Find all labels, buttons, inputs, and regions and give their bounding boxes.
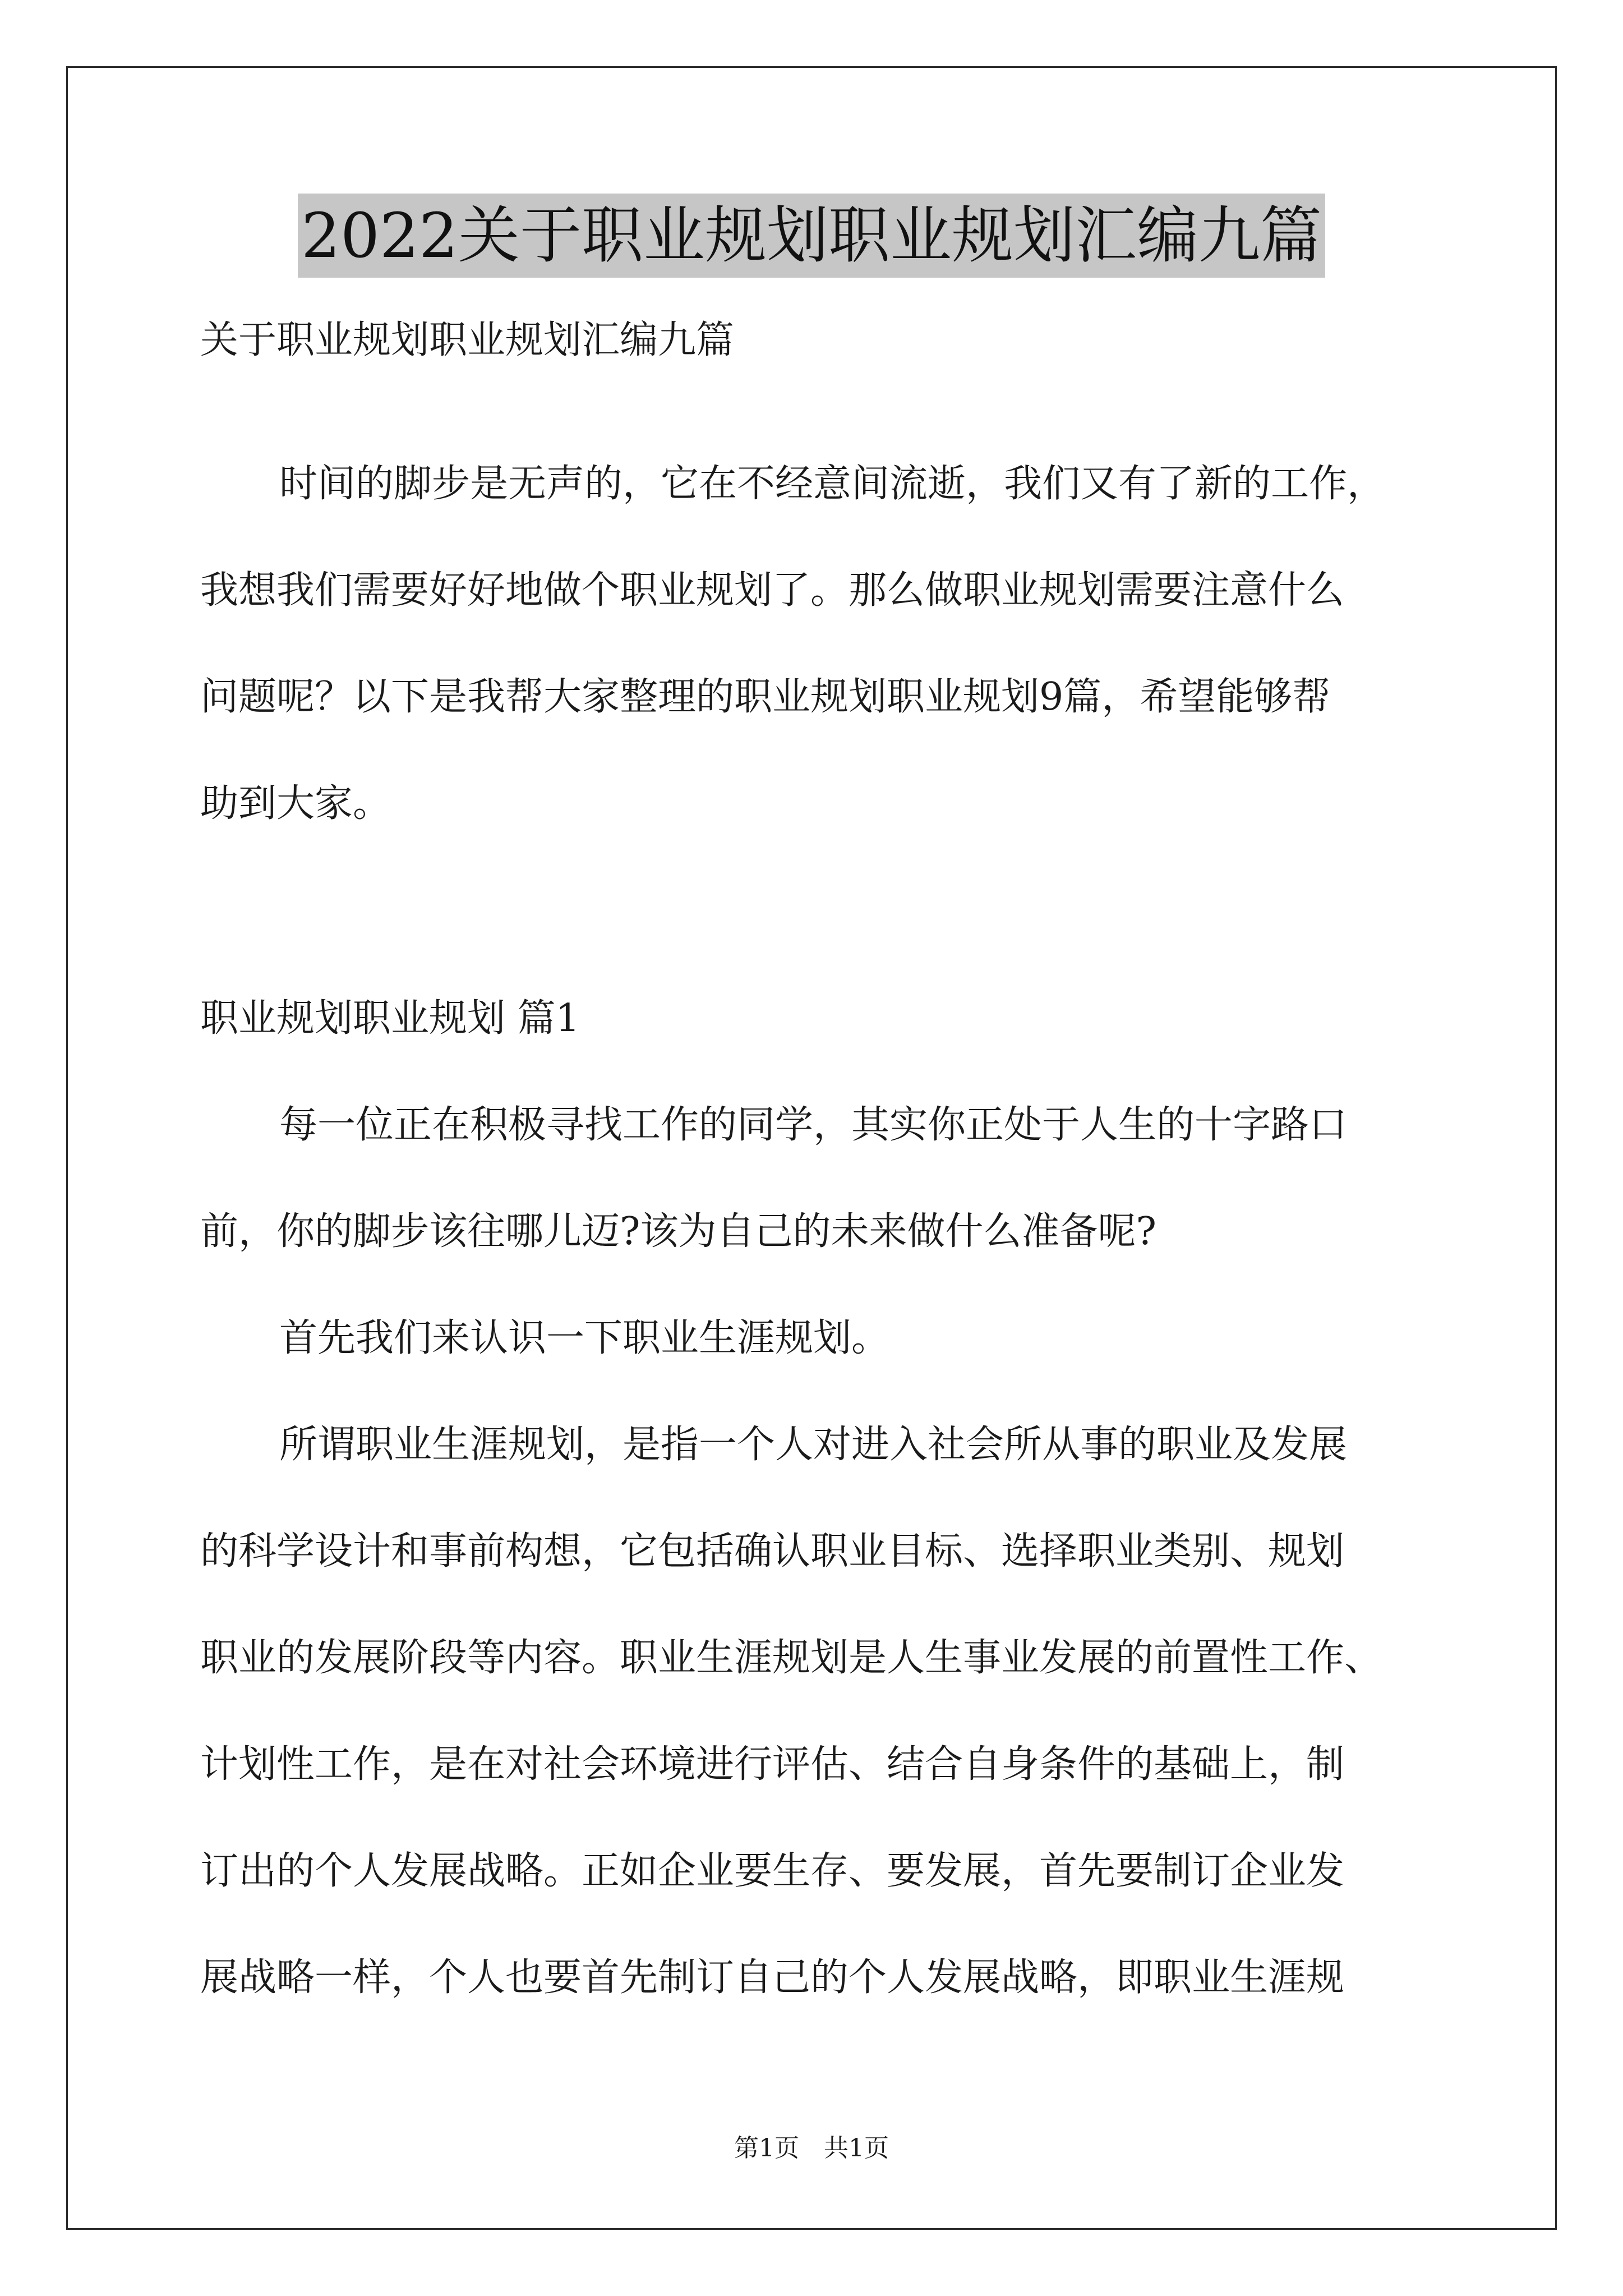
paragraph-line: 职业的发展阶段等内容。职业生涯规划是人生事业发展的前置性工作、	[200, 1636, 1383, 1680]
paragraph-line: 订出的个人发展战略。正如企业要生存、要发展，首先要制订企业发	[200, 1849, 1345, 1893]
paragraph-line: 首先我们来认识一下职业生涯规划。	[279, 1316, 890, 1360]
section-heading: 职业规划职业规划 篇1	[200, 996, 580, 1041]
paragraph-line: 的科学设计和事前构想，它包括确认职业目标、选择职业类别、规划	[200, 1529, 1345, 1573]
paragraph-line: 我想我们需要好好地做个职业规划了。那么做职业规划需要注意什么	[200, 568, 1345, 613]
page-number: 第1页	[734, 2134, 799, 2162]
paragraph-line: 问题呢？以下是我帮大家整理的职业规划职业规划9篇，希望能够帮	[200, 675, 1331, 719]
page-footer	[0, 2132, 1623, 2165]
paragraph-line: 计划性工作，是在对社会环境进行评估、结合自身条件的基础上，制	[200, 1742, 1345, 1787]
paragraph-line: 展战略一样，个人也要首先制订自己的个人发展战略，即职业生涯规	[200, 1955, 1345, 2000]
title-wrap	[0, 194, 1623, 278]
paragraph-line: 前，你的脚步该往哪儿迈?该为自己的未来做什么准备呢?	[200, 1209, 1156, 1254]
paragraph-line: 所谓职业生涯规划，是指一个人对进入社会所从事的职业及发展	[279, 1423, 1348, 1467]
paragraph-line: 助到大家。	[200, 781, 391, 826]
paragraph-line: 每一位正在积极寻找工作的同学，其实你正处于人生的十字路口	[279, 1103, 1348, 1147]
document-title: 2022关于职业规划职业规划汇编九篇	[298, 194, 1325, 278]
subtitle-line: 关于职业规划职业规划汇编九篇	[200, 318, 735, 362]
page-total: 共1页	[824, 2134, 889, 2162]
paragraph-line: 时间的脚步是无声的，它在不经意间流逝，我们又有了新的工作，	[279, 462, 1386, 506]
